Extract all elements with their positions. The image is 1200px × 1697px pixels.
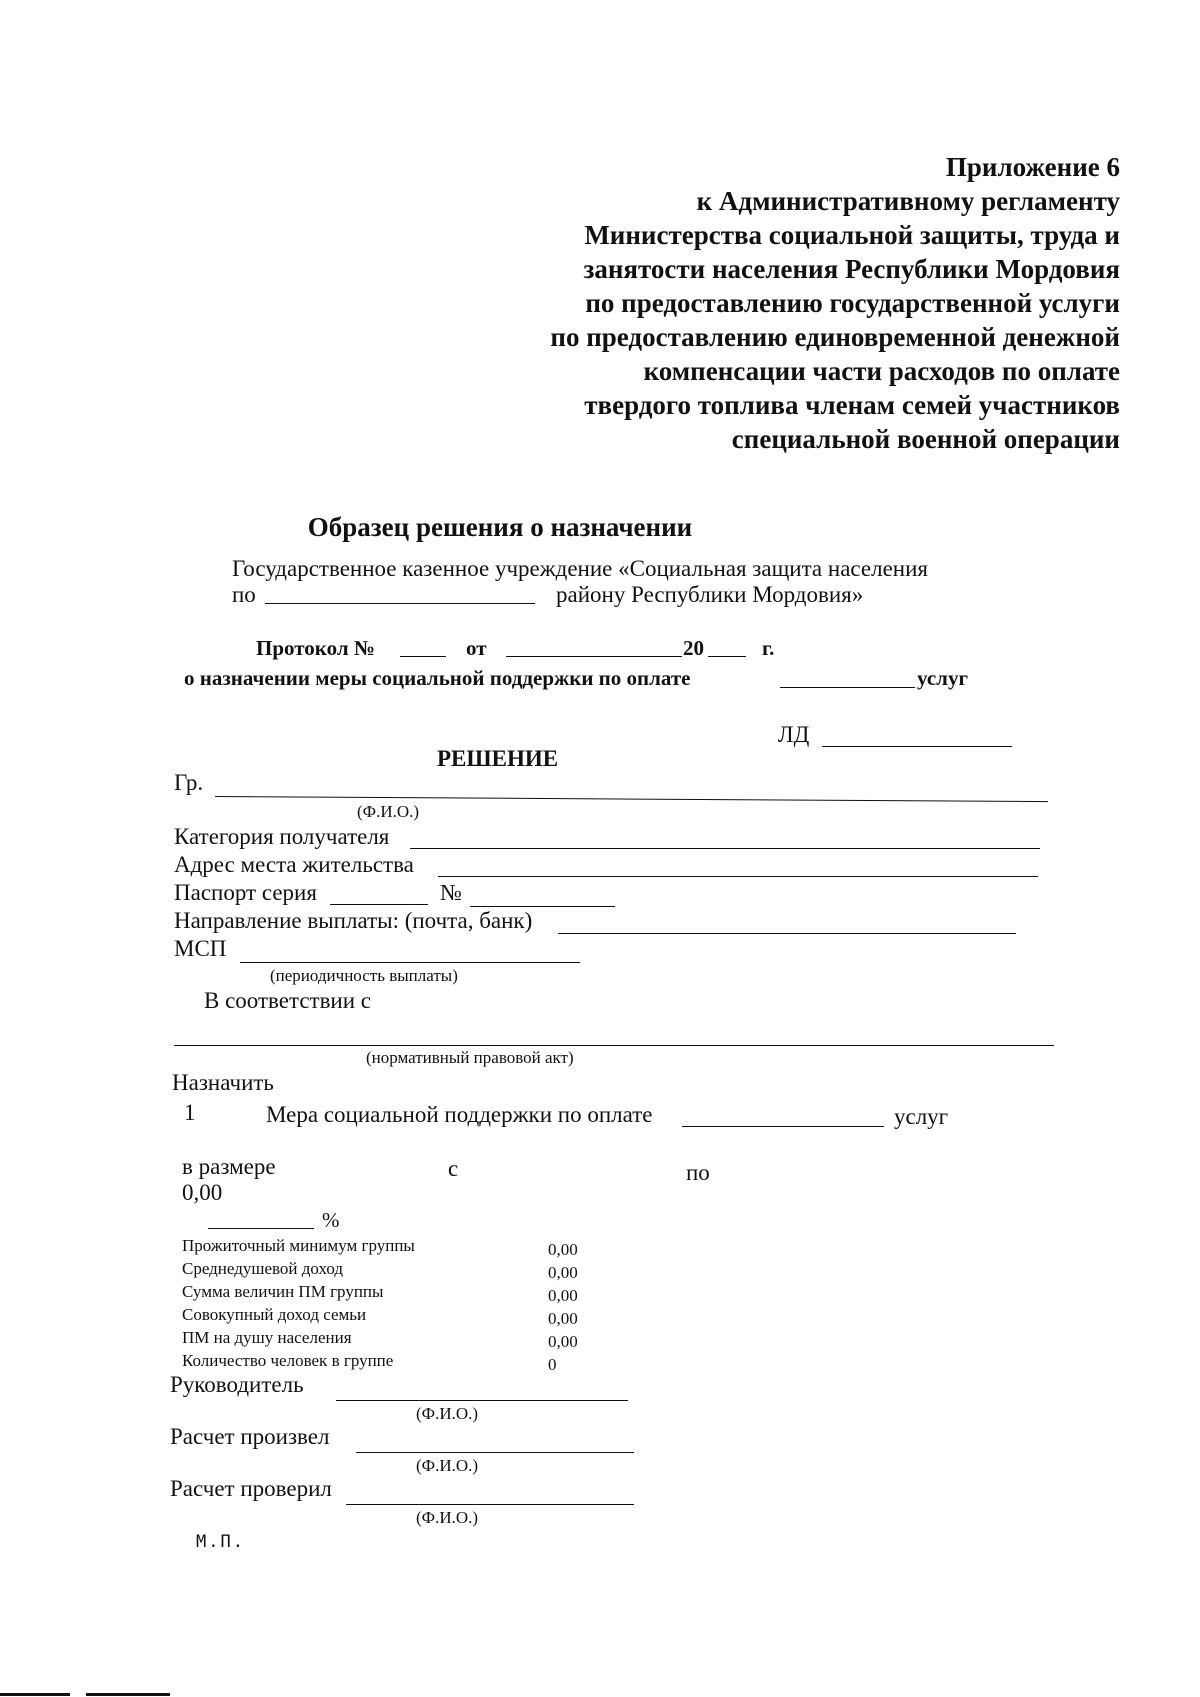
scan-edge-mark xyxy=(0,1693,70,1696)
calc-labels xyxy=(182,1234,415,1372)
percent-line[interactable] xyxy=(208,1228,314,1229)
protocol-about: о назначении меры социальной поддержки по оплате xyxy=(184,666,691,690)
calc-made-signature-line[interactable] xyxy=(356,1452,634,1453)
payment-direction-label: Направление выплаты: (почта, банк) xyxy=(174,908,533,933)
institution-suffix: району Республики Мордовия» xyxy=(556,582,864,607)
ld-label: ЛД xyxy=(778,722,810,747)
msp-line[interactable] xyxy=(240,962,580,963)
passport-number-line[interactable] xyxy=(470,906,615,907)
protocol-service-line[interactable] xyxy=(780,687,915,688)
calc-row-value: 0,00 xyxy=(548,1286,578,1305)
address-line[interactable] xyxy=(438,876,1038,877)
address-label: Адрес места жительства xyxy=(174,852,414,877)
legal-act-caption: (нормативный правовой акт) xyxy=(366,1048,574,1067)
protocol-date-line[interactable] xyxy=(506,656,682,657)
header-line: компенсации части расходов по оплате xyxy=(643,356,1120,386)
calc-row-value: 0 xyxy=(548,1355,557,1374)
legal-act-line[interactable] xyxy=(174,1045,1054,1046)
calc-row-value: 0,00 xyxy=(548,1332,578,1351)
assign-label: Назначить xyxy=(172,1070,274,1095)
passport-series-line[interactable] xyxy=(330,904,428,905)
head-fio-caption: (Ф.И.О.) xyxy=(416,1404,479,1423)
decision-heading: РЕШЕНИЕ xyxy=(437,746,559,771)
header-line: по предоставлению единовременной денежной xyxy=(550,322,1120,352)
amount-value: 0,00 xyxy=(182,1180,223,1205)
institution-prefix: по xyxy=(232,582,256,607)
to-label: по xyxy=(686,1160,710,1185)
calc-made-fio-caption: (Ф.И.О.) xyxy=(416,1456,479,1475)
calc-row-label: Количество человек в группе xyxy=(182,1351,394,1370)
category-label: Категория получателя xyxy=(174,824,390,849)
calc-row-label: Прожиточный минимум группы xyxy=(182,1236,415,1255)
calc-checked-label: Расчет проверил xyxy=(170,1476,332,1501)
protocol-year: 20 xyxy=(683,636,704,660)
header-line: к Административному регламенту xyxy=(696,186,1120,216)
calc-row-label: Среднедушевой доход xyxy=(182,1259,344,1278)
measure-number: 1 xyxy=(184,1100,196,1125)
measure-text: Мера социальной поддержки по оплате xyxy=(266,1102,653,1127)
protocol-year-suffix: г. xyxy=(762,636,775,660)
institution-line-1: Государственное казенное учреждение «Социальная защита населения xyxy=(232,556,928,581)
calc-values xyxy=(548,1238,578,1376)
protocol-number-line[interactable] xyxy=(400,656,446,657)
appendix-header xyxy=(550,150,1120,456)
measure-service-line[interactable] xyxy=(682,1126,884,1127)
ld-line[interactable] xyxy=(822,746,1012,747)
calc-row-label: ПМ на душу населения xyxy=(182,1328,352,1347)
calc-row-label: Совокупный доход семьи xyxy=(182,1305,367,1324)
district-line[interactable] xyxy=(265,603,535,604)
periodicity-caption: (периодичность выплаты) xyxy=(270,966,458,985)
header-line: специальной военной операции xyxy=(731,424,1120,454)
header-line: по предоставлению государственной услуги xyxy=(585,288,1120,318)
category-line[interactable] xyxy=(410,848,1040,849)
percent-sign: % xyxy=(322,1208,340,1232)
passport-number-label: № xyxy=(440,880,462,905)
header-line: твердого топлива членам семей участников xyxy=(584,390,1120,420)
scan-edge-mark xyxy=(86,1693,170,1696)
protocol-year-line[interactable] xyxy=(708,656,746,657)
citizen-fio-line[interactable] xyxy=(215,796,1048,802)
citizen-label: Гр. xyxy=(174,770,204,795)
measure-services: услуг xyxy=(894,1104,949,1129)
calc-row-value: 0,00 xyxy=(548,1309,578,1328)
calc-checked-fio-caption: (Ф.И.О.) xyxy=(416,1508,479,1527)
payment-direction-line[interactable] xyxy=(558,933,1016,934)
from-label: с xyxy=(448,1156,459,1181)
header-line: Приложение 6 xyxy=(945,152,1120,182)
calc-row-value: 0,00 xyxy=(548,1240,578,1259)
according-label: В соответствии с xyxy=(204,988,372,1013)
calc-made-label: Расчет произвел xyxy=(170,1424,330,1449)
passport-series-label: Паспорт серия xyxy=(174,880,317,905)
calc-row-label: Сумма величин ПМ группы xyxy=(182,1282,384,1301)
msp-label: МСП xyxy=(174,936,227,961)
stamp-place: М.П. xyxy=(196,1532,245,1552)
calc-row-value: 0,00 xyxy=(548,1263,578,1282)
header-line: Министерства социальной защиты, труда и xyxy=(584,220,1120,250)
head-signature-line[interactable] xyxy=(336,1400,628,1401)
fio-caption: (Ф.И.О.) xyxy=(357,802,420,821)
amount-label: в размере xyxy=(182,1154,276,1179)
document-title: Образец решения о назначении xyxy=(307,512,693,542)
protocol-from: от xyxy=(466,636,487,660)
header-line: занятости населения Республики Мордовия xyxy=(583,254,1120,284)
calc-checked-signature-line[interactable] xyxy=(346,1504,634,1505)
protocol-label: Протокол № xyxy=(256,636,375,660)
protocol-services: услуг xyxy=(917,666,968,690)
head-label: Руководитель xyxy=(170,1372,304,1397)
